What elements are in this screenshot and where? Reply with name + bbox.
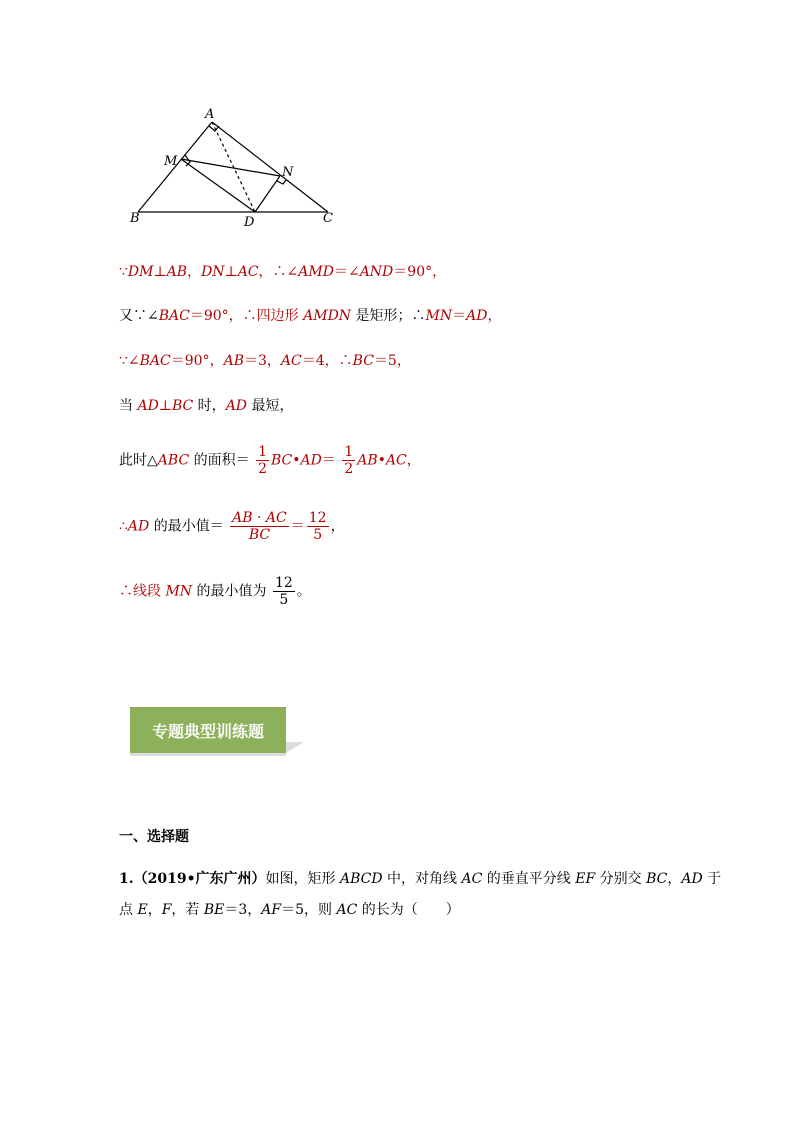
- text: BAC: [158, 308, 190, 324]
- text: ＝4，∴: [301, 353, 353, 369]
- question-1-line-1: [119, 869, 721, 889]
- fraction-denominator: 2: [258, 461, 267, 477]
- text: BC: [171, 398, 194, 414]
- text: 是矩形；∴: [351, 308, 426, 324]
- text: ，: [330, 518, 345, 535]
- text: 。: [296, 583, 311, 600]
- fraction-half: [256, 444, 269, 477]
- text: AD: [300, 452, 322, 469]
- fraction-twelve-fifths: [307, 510, 329, 543]
- label-d: D: [244, 215, 255, 230]
- fraction-ab-ac-over-bc: [230, 510, 289, 543]
- text: BE: [203, 902, 225, 918]
- text: 如图，矩形: [265, 871, 340, 887]
- text: ，∴∠: [258, 264, 299, 280]
- text: ⊥: [158, 398, 172, 414]
- banner-tail: [286, 742, 304, 753]
- text: ∵∠: [119, 353, 140, 369]
- label-m: M: [164, 154, 178, 169]
- text: ，: [187, 264, 202, 280]
- text: ，: [487, 308, 502, 324]
- solution-line-2: [119, 306, 501, 326]
- solution-line-7: [119, 575, 311, 608]
- text: BC: [646, 871, 668, 887]
- fraction-twelve-fifths: [273, 575, 295, 608]
- section-heading: 一、选择题: [119, 829, 189, 845]
- text: 时，: [193, 398, 226, 414]
- fraction-denominator: 5: [273, 591, 295, 608]
- text: 于: [702, 871, 722, 887]
- label-c: C: [323, 211, 333, 226]
- label-n: N: [282, 165, 294, 180]
- text: BC: [352, 353, 374, 369]
- text: AMDN: [303, 308, 352, 324]
- text: MN: [425, 308, 453, 324]
- text: F: [161, 902, 172, 918]
- text: AC: [461, 871, 483, 887]
- text: 此时△: [119, 452, 158, 469]
- segment-ad-dashed: [212, 122, 255, 212]
- text: ，: [667, 871, 682, 887]
- banner-title: 专题典型训练题: [151, 721, 264, 741]
- text: ＝: [290, 518, 305, 535]
- text: ＝5，则: [281, 902, 337, 918]
- text: AMD: [298, 264, 334, 280]
- segment-dm: [181, 159, 255, 212]
- text: 的最小值为: [192, 583, 271, 600]
- label-b: B: [130, 211, 140, 226]
- text: ，: [147, 902, 162, 918]
- solution-line-3: [119, 351, 411, 371]
- question-number: 1.: [119, 871, 134, 887]
- text: •: [377, 452, 386, 469]
- text: 中，对角线: [382, 871, 462, 887]
- text: 的长为（ ）: [357, 902, 460, 918]
- text: AC: [237, 264, 259, 280]
- fraction-numerator: 1: [258, 444, 267, 460]
- text: ＝90°，: [393, 264, 447, 280]
- text: ＝3，: [224, 902, 262, 918]
- text: EF: [575, 871, 596, 887]
- text: ＝90°，∴四边形: [189, 308, 304, 324]
- text: ⊥: [224, 264, 238, 280]
- fraction-half: [342, 444, 355, 477]
- text: AB: [166, 264, 188, 280]
- solution-line-4: [119, 396, 293, 416]
- text: ＝90°，: [170, 353, 224, 369]
- text: AF: [261, 902, 282, 918]
- fraction-denominator: 2: [344, 461, 354, 477]
- text: ＝: [452, 308, 467, 324]
- text: DM: [127, 264, 154, 280]
- text: AB: [223, 353, 244, 369]
- fraction-numerator: 12: [308, 510, 327, 526]
- text: AD: [127, 518, 150, 535]
- text: ＝5，: [373, 353, 411, 369]
- triangle-figure: [128, 104, 348, 234]
- text: AD: [137, 398, 159, 414]
- text: BC: [270, 452, 293, 469]
- fraction-numerator: 12: [274, 575, 293, 591]
- text: ABC: [157, 452, 190, 469]
- text: MN: [165, 583, 193, 600]
- text: AD: [466, 308, 488, 324]
- text: AD: [681, 871, 703, 887]
- text: 又∵∠: [119, 308, 159, 324]
- text: AD: [225, 398, 248, 414]
- text: 的面积＝: [189, 452, 250, 469]
- text: 最短，: [247, 398, 294, 414]
- text: AC: [385, 452, 407, 469]
- text: AND: [359, 264, 394, 280]
- text: ＝: [321, 452, 336, 469]
- section-banner: [130, 707, 286, 753]
- banner-shadow: [130, 753, 286, 756]
- text: ，: [406, 452, 421, 469]
- label-a: A: [205, 107, 215, 122]
- text: 当: [119, 398, 138, 414]
- text: 的垂直平分线: [482, 871, 576, 887]
- segment-dn: [255, 176, 280, 212]
- text: AB: [357, 452, 378, 469]
- text: ⊥: [153, 264, 167, 280]
- text: 点: [119, 902, 138, 918]
- question-source: （2019•广东广州）: [133, 871, 266, 887]
- solution-line-1: [119, 262, 446, 282]
- text: AC: [280, 353, 302, 369]
- text: ，若: [171, 902, 204, 918]
- right-angle-mark-n: [277, 180, 286, 184]
- text: DN: [201, 264, 225, 280]
- solution-line-5: [119, 444, 421, 477]
- text: ABCD: [340, 871, 383, 887]
- text: AC: [336, 902, 358, 918]
- text: ＝3，: [244, 353, 281, 369]
- text: ∵: [119, 264, 128, 280]
- text: BAC: [139, 353, 171, 369]
- text: E: [137, 902, 148, 918]
- text: ∴线段: [119, 583, 166, 600]
- fraction-numerator: 1: [344, 444, 354, 460]
- fraction-denominator: BC: [230, 526, 289, 543]
- text: •: [292, 452, 301, 469]
- text: 分别交: [595, 871, 647, 887]
- solution-line-6: [119, 510, 345, 543]
- text: ＝∠: [333, 264, 360, 280]
- fraction-numerator: AB · AC: [232, 510, 287, 526]
- fraction-denominator: 5: [307, 526, 329, 543]
- text: 的最小值＝: [149, 518, 224, 535]
- question-1-line-2: [119, 900, 460, 920]
- text: ∴: [119, 518, 128, 535]
